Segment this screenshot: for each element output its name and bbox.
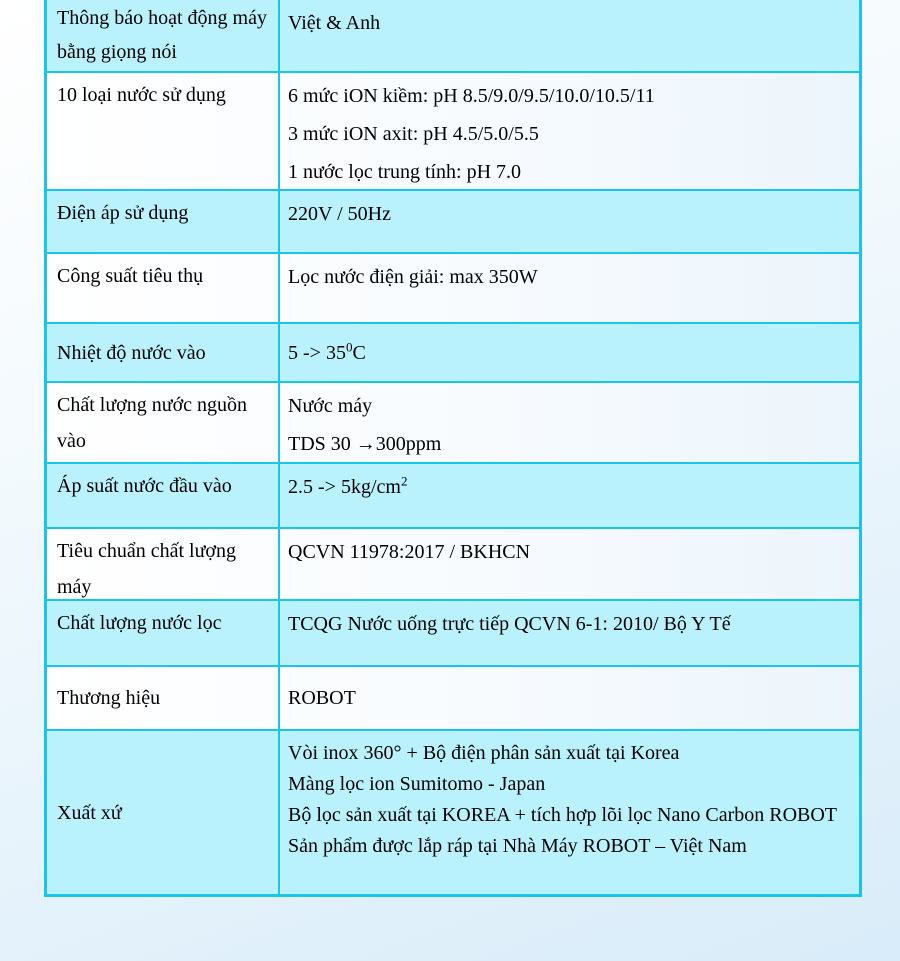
value-line: Việt & Anh [288, 12, 381, 34]
value-line: Nước máy [288, 395, 373, 417]
value-line: TDS 30 →300ppm [288, 433, 442, 455]
spec-value [280, 0, 859, 71]
spec-row-water-types [47, 71, 859, 189]
spec-row-origin [47, 729, 859, 894]
spec-label: Chất lượng nước lọc [47, 601, 280, 665]
spec-row-voltage [47, 189, 859, 252]
value-line: QCVN 11978:2017 / BKHCN [288, 541, 531, 563]
value-line: Lọc nước điện giải: max 350W [288, 266, 538, 288]
spec-value [280, 464, 859, 527]
value-text: 2.5 -> 5kg/cm [288, 476, 401, 498]
value-line: ROBOT [288, 687, 356, 709]
value-line: 1 nước lọc trung tính: pH 7.0 [288, 161, 522, 183]
value-text: C [352, 341, 366, 364]
spec-value [280, 254, 859, 322]
spec-value [280, 191, 859, 252]
spec-label: Áp suất nước đầu vào [47, 464, 280, 527]
spec-label: Xuất xứ [47, 731, 280, 894]
value-text: 5 -> 35 [288, 341, 346, 364]
value-line: 220V / 50Hz [288, 203, 391, 225]
spec-value [280, 324, 859, 381]
value-line [288, 468, 849, 506]
spec-value [280, 383, 859, 462]
value-line: Sản phẩm được lắp ráp tại Nhà Máy ROBOT – Việt Nam [288, 835, 747, 857]
spec-label: Nhiệt độ nước vào [47, 324, 280, 381]
spec-label: Chất lượng nước nguồn vào [47, 383, 280, 462]
spec-label: Công suất tiêu thụ [47, 254, 280, 322]
spec-value [280, 529, 859, 599]
spec-row-machine-quality-standard [47, 527, 859, 599]
spec-value [280, 731, 859, 894]
value-superscript: 2 [400, 473, 408, 489]
spec-label: Thông báo hoạt động máy bằng giọng nói [47, 0, 280, 71]
value-superscript: 0 [345, 338, 353, 354]
spec-label: 10 loại nước sử dụng [47, 73, 280, 189]
spec-table [44, 0, 862, 897]
value-line: 3 mức iON axit: pH 4.5/5.0/5.5 [288, 123, 539, 145]
value-line [288, 334, 849, 372]
value-line: Màng lọc ion Sumitomo - Japan [288, 773, 546, 795]
value-line: 6 mức iON kiềm: pH 8.5/9.0/9.5/10.0/10.5/11 [288, 85, 655, 107]
spec-label: Điện áp sử dụng [47, 191, 280, 252]
value-line: Vòi inox 360° + Bộ điện phân sản xuất tại Korea [288, 742, 680, 764]
spec-label: Tiêu chuẩn chất lượng máy [47, 529, 280, 599]
spec-value [280, 667, 859, 729]
value-line: Bộ lọc sản xuất tại KOREA + tích hợp lõi lọc Nano Carbon ROBOT [288, 804, 838, 826]
spec-value [280, 73, 859, 189]
value-line: TCQG Nước uống trực tiếp QCVN 6-1: 2010/ Bộ Y Tế [288, 613, 731, 635]
spec-row-brand [47, 665, 859, 729]
spec-row-power-consumption [47, 252, 859, 322]
spec-row-inlet-temperature [47, 322, 859, 381]
spec-label: Thương hiệu [47, 667, 280, 729]
spec-row-filtered-water-quality [47, 599, 859, 665]
spec-row-source-water-quality [47, 381, 859, 462]
spec-row-inlet-pressure [47, 462, 859, 527]
spec-row-voice-notification [47, 0, 859, 71]
spec-value [280, 601, 859, 665]
